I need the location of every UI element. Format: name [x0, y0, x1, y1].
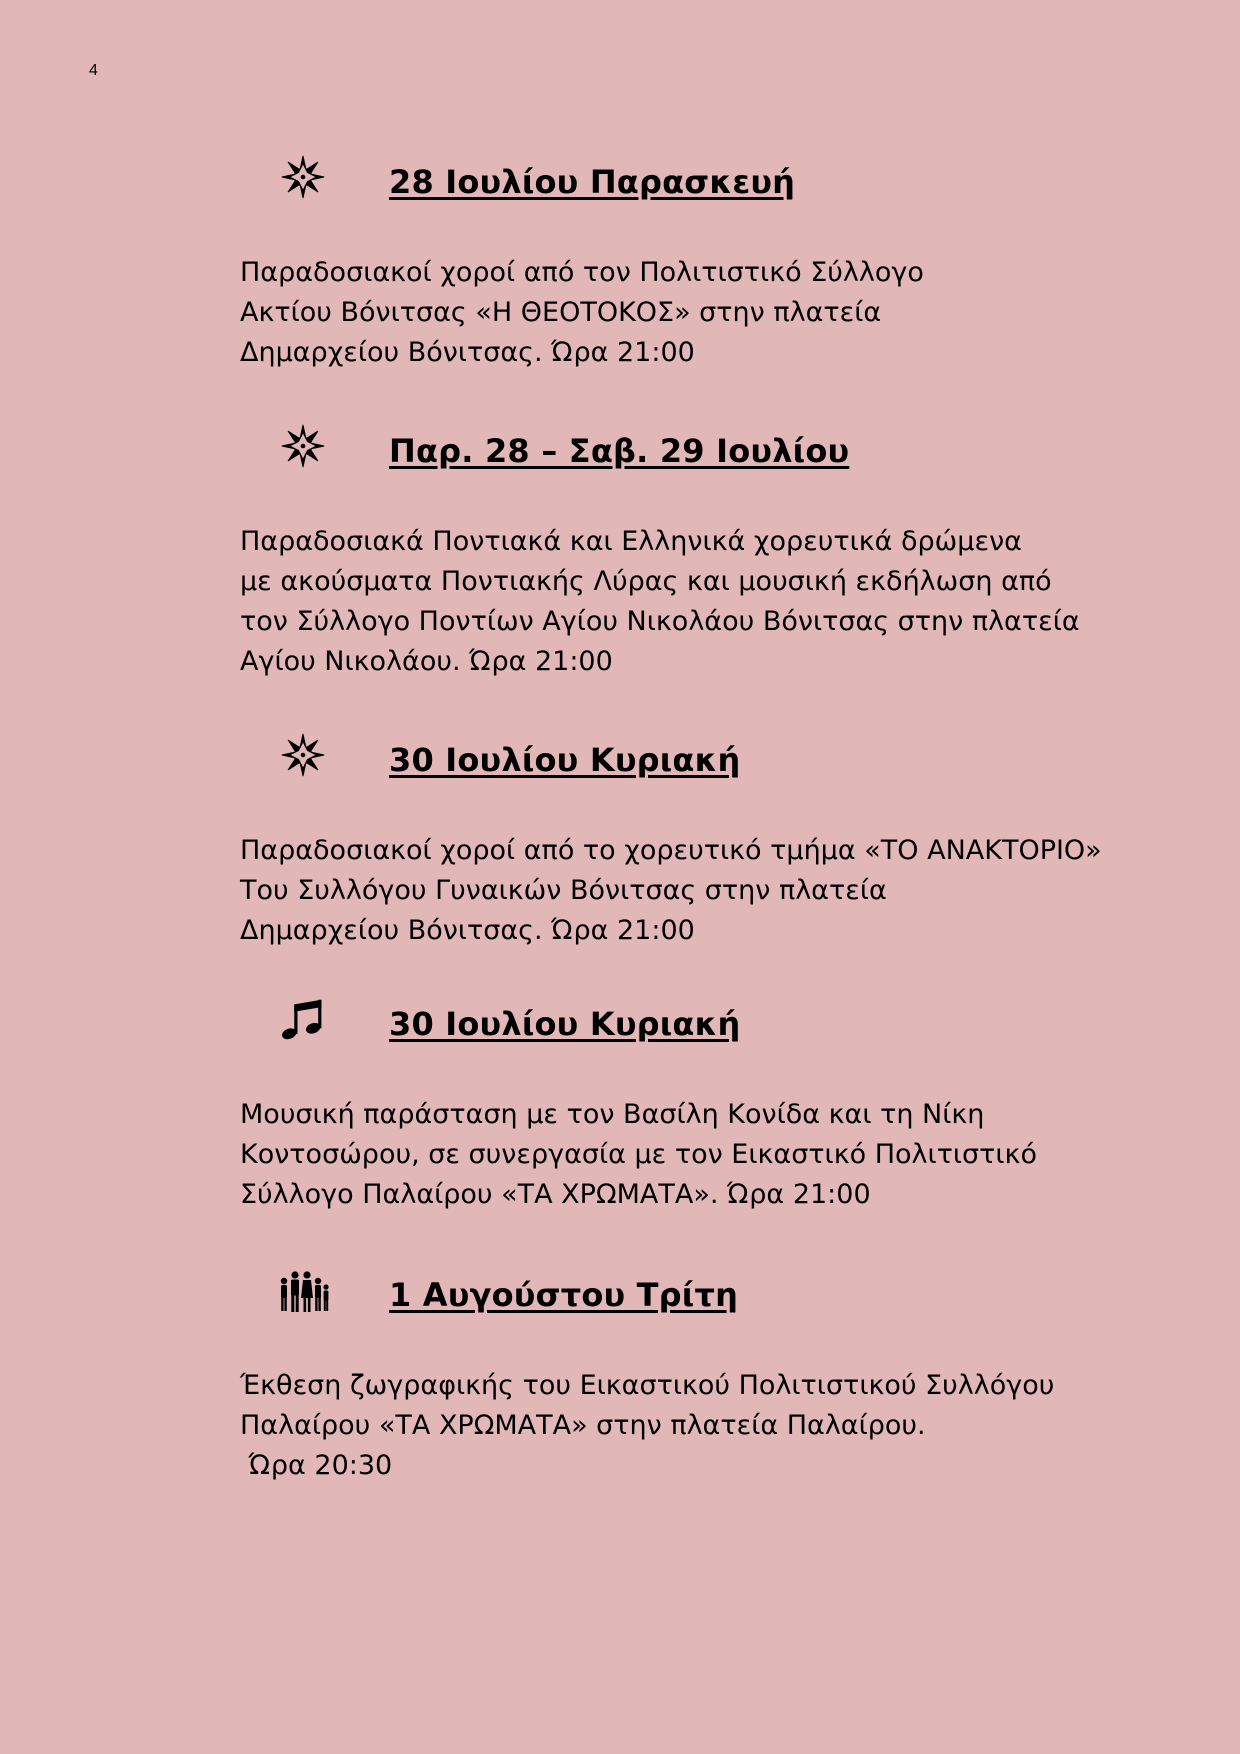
event-title: 28 Ιουλίου Παρασκευή — [389, 163, 796, 201]
description-line: Παραδοσιακοί χοροί από τον Πολιτιστικό Σύλλογο — [240, 257, 924, 288]
description-line: Κοντοσώρου, σε συνεργασία με τον Εικαστικό Πολιτιστικό — [240, 1139, 1037, 1170]
event-description — [240, 522, 1080, 682]
event-description — [240, 1366, 1054, 1486]
description-line: Δημαρχείου Βόνιτσας. Ώρα 21:00 — [240, 915, 695, 946]
event-description — [240, 1095, 1037, 1215]
event-description — [240, 831, 1102, 951]
description-line: Αγίου Νικολάου. Ώρα 21:00 — [240, 646, 613, 677]
event-title: 1 Αυγούστου Τρίτη — [389, 1276, 739, 1314]
description-line: Του Συλλόγου Γυναικών Βόνιτσας στην πλατεία — [240, 875, 887, 906]
description-line: Σύλλογο Παλαίρου «ΤΑ ΧΡΩΜΑΤΑ». Ώρα 21:00 — [240, 1179, 871, 1210]
snowflake-star-icon — [280, 732, 326, 778]
description-line: Έκθεση ζωγραφικής του Εικαστικού Πολιτιστικού Συλλόγου — [240, 1370, 1055, 1401]
description-line: Ώρα 20:30 — [240, 1450, 393, 1481]
description-line: Παραδοσιακοί χοροί από το χορευτικό τμήμα «ΤΟ ΑΝΑΚΤΟΡΙΟ» — [240, 835, 1102, 866]
music-note-icon — [280, 997, 326, 1043]
page-number: 4 — [89, 62, 98, 79]
description-line: Μουσική παράσταση με τον Βασίλη Κονίδα και τη Νίκη — [240, 1099, 985, 1130]
snowflake-star-icon — [280, 423, 326, 469]
event-title: 30 Ιουλίου Κυριακή — [389, 741, 741, 779]
event-title: Παρ. 28 – Σαβ. 29 Ιουλίου — [389, 432, 850, 470]
event-description — [240, 253, 924, 373]
description-line: Ακτίου Βόνιτσας «Η ΘΕΟΤΟΚΟΣ» στην πλατεία — [240, 297, 882, 328]
description-line: Δημαρχείου Βόνιτσας. Ώρα 21:00 — [240, 337, 695, 368]
description-line: Παλαίρου «ΤΑ ΧΡΩΜΑΤΑ» στην πλατεία Παλαίρου. — [240, 1410, 926, 1441]
description-line: Παραδοσιακά Ποντιακά και Ελληνικά χορευτικά δρώμενα — [240, 526, 1022, 557]
description-line: με ακούσματα Ποντιακής Λύρας και μουσική εκδήλωση από — [240, 566, 1052, 597]
event-title: 30 Ιουλίου Κυριακή — [389, 1005, 741, 1043]
description-line: τον Σύλλογο Ποντίων Αγίου Νικολάου Βόνιτσας στην πλατεία — [240, 606, 1080, 637]
family-icon — [278, 1271, 330, 1313]
snowflake-star-icon — [280, 154, 326, 200]
